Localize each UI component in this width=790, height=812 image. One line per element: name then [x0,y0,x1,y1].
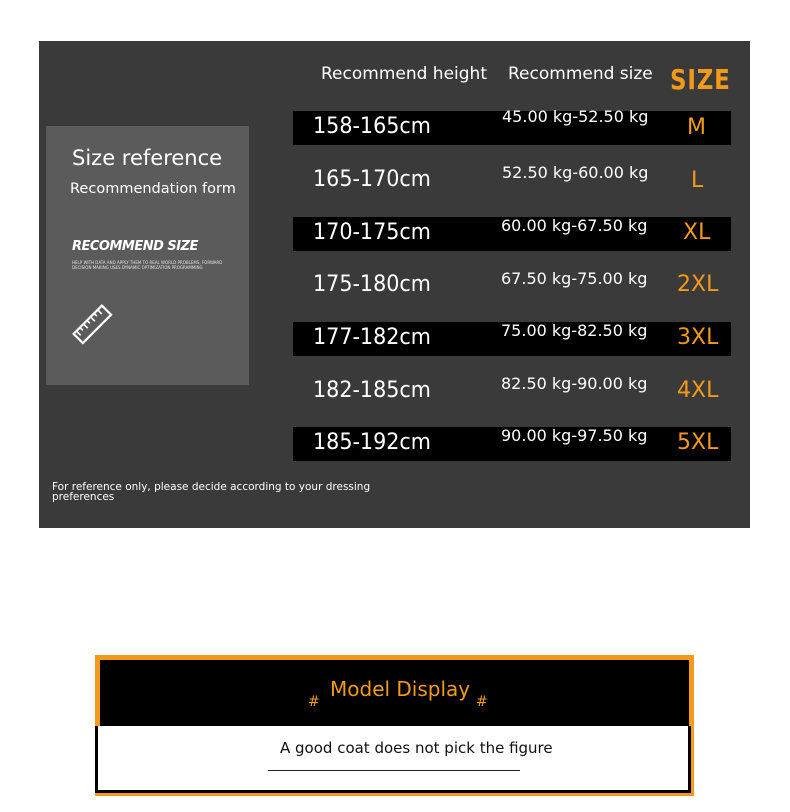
row-weight: 67.50 kg-75.00 kg [501,269,648,288]
row-height: 175-180cm [313,272,431,297]
size-row [293,374,731,408]
ruler-icon [70,302,114,350]
size-row [293,322,731,356]
reference-subtitle: Recommendation form [70,181,236,197]
row-height: 165-170cm [313,167,431,192]
row-weight: 75.00 kg-82.50 kg [501,321,648,340]
reference-fine-print: HELP WITH DATA AND APPLY THEM TO REAL WORLD PROBLEMS, FORWARD DECISION MAKING USES DYNAMIC OPTIMIZATION PROGRAMMING [72,260,223,270]
model-display-body [95,726,691,793]
row-size: L [691,168,704,193]
row-height: 177-182cm [313,325,431,350]
size-row [293,427,731,461]
model-display-title: Model Display [330,677,471,701]
weight-column-header: Recommend size [508,64,653,84]
size-logo: SIZE [670,63,731,96]
model-display-box [95,655,694,796]
row-weight: 60.00 kg-67.50 kg [501,216,648,235]
row-weight: 82.50 kg-90.00 kg [501,374,648,393]
row-height: 185-192cm [313,430,431,455]
row-height: 158-165cm [313,114,431,139]
hash-right: # [476,694,488,710]
row-weight: 45.00 kg-52.50 kg [502,107,649,126]
row-weight: 52.50 kg-60.00 kg [502,163,649,182]
row-size: 2XL [677,272,719,297]
row-size: M [687,115,706,140]
row-height: 170-175cm [313,220,431,245]
size-chart-panel [39,41,750,528]
recommend-size-heading: RECOMMEND SIZE [72,239,198,254]
row-weight: 90.00 kg-97.50 kg [501,426,648,445]
size-row [293,163,731,197]
row-size: 4XL [677,378,719,403]
row-size: XL [683,220,711,245]
row-height: 182-185cm [313,378,431,403]
row-size: 3XL [677,325,719,350]
height-column-header: Recommend height [321,64,487,84]
model-display-subtitle: A good coat does not pick the figure [280,739,553,757]
row-size: 5XL [677,430,719,455]
size-row [293,269,731,303]
size-reference-card [46,126,249,385]
reference-note: For reference only, please decide according to your dressing preferences [52,481,371,503]
size-row [293,107,731,145]
hash-left: # [308,694,320,710]
model-display-header [100,660,689,726]
reference-title: Size reference [72,146,223,170]
subtitle-underline [268,770,520,771]
size-row [293,217,731,251]
